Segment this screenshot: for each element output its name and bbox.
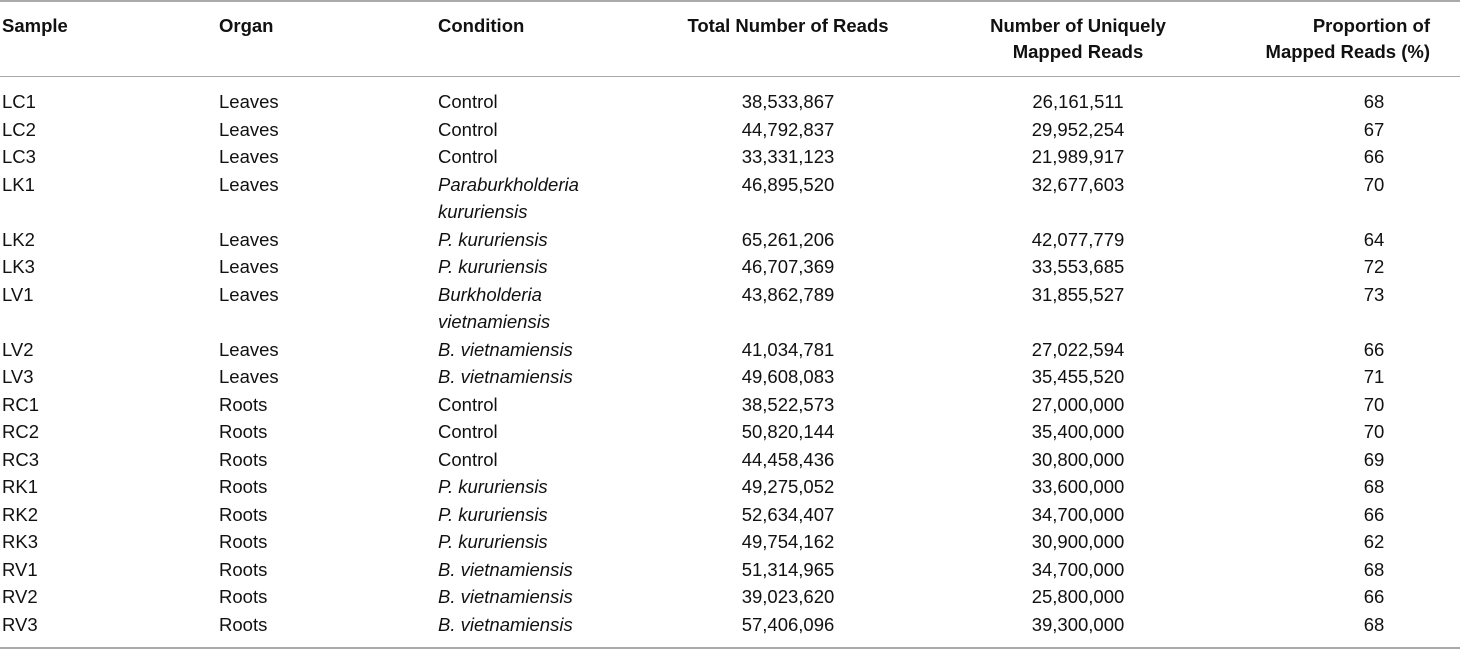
cell-condition <box>438 363 638 391</box>
table-row <box>0 473 1460 501</box>
cell-total-reads: 52,634,407 <box>741 503 835 525</box>
cell-sample: RK2 <box>2 503 38 525</box>
cell-sample: RC3 <box>2 448 40 470</box>
cell-total-reads: 38,522,573 <box>741 393 835 415</box>
cell-condition <box>438 253 638 281</box>
table-row <box>0 281 1460 336</box>
cell-total-reads: 41,034,781 <box>741 338 835 360</box>
cell-proportion: 66 <box>1363 338 1385 360</box>
cell-organ: Leaves <box>219 283 279 305</box>
cell-condition <box>438 528 638 556</box>
cell-unique-mapped: 35,400,000 <box>1031 421 1125 442</box>
cell-condition-line1: P. kururiensis <box>438 256 548 277</box>
table-row <box>0 171 1460 226</box>
cell-organ: Roots <box>219 393 268 415</box>
cell-condition-line1: B. vietnamiensis <box>438 613 573 635</box>
table-row <box>0 556 1460 584</box>
cell-unique-mapped: 32,677,603 <box>1031 173 1125 195</box>
cell-condition <box>438 501 638 529</box>
cell-condition-line2: kururiensis <box>438 201 528 222</box>
cell-sample: LV2 <box>2 338 34 360</box>
cell-sample: RK3 <box>2 531 38 552</box>
cell-proportion: 62 <box>1363 531 1385 552</box>
cell-condition <box>438 143 638 171</box>
cell-proportion: 71 <box>1363 366 1385 387</box>
cell-sample: LK1 <box>2 173 35 195</box>
cell-total-reads: 57,406,096 <box>741 613 835 635</box>
cell-condition-line1: B. vietnamiensis <box>438 366 573 387</box>
cell-proportion: 70 <box>1363 173 1385 195</box>
header-proportion-line2: Mapped Reads (%) <box>1265 41 1430 62</box>
cell-organ: Roots <box>219 476 268 497</box>
table-row <box>0 528 1460 556</box>
cell-organ: Leaves <box>219 146 279 167</box>
table-row <box>0 226 1460 254</box>
cell-sample: RC2 <box>2 421 40 442</box>
table-row <box>0 363 1460 391</box>
cell-unique-mapped: 30,800,000 <box>1031 448 1125 470</box>
cell-proportion: 73 <box>1363 283 1385 305</box>
cell-total-reads: 46,895,520 <box>741 173 835 195</box>
cell-condition-line1: Control <box>438 91 498 112</box>
cell-total-reads: 65,261,206 <box>741 228 835 250</box>
header-unique-mapped <box>938 0 1218 76</box>
cell-condition-line1: Control <box>438 421 498 442</box>
cell-organ: Roots <box>219 558 268 580</box>
cell-unique-mapped: 30,900,000 <box>1031 531 1125 552</box>
cell-proportion: 69 <box>1363 448 1385 470</box>
cell-unique-mapped: 35,455,520 <box>1031 366 1125 387</box>
cell-condition-line1: B. vietnamiensis <box>438 338 573 360</box>
cell-proportion: 68 <box>1363 91 1385 112</box>
cell-condition <box>438 226 638 254</box>
cell-condition <box>438 336 638 364</box>
cell-condition-line1: Control <box>438 393 498 415</box>
table-header <box>0 0 1460 76</box>
cell-total-reads: 49,754,162 <box>741 531 835 552</box>
cell-condition-line1: P. kururiensis <box>438 531 548 552</box>
table-row <box>0 501 1460 529</box>
cell-sample: RK1 <box>2 476 38 497</box>
cell-condition-line1: Paraburkholderia <box>438 173 579 195</box>
header-organ: Organ <box>219 15 274 36</box>
cell-proportion: 68 <box>1363 476 1385 497</box>
cell-total-reads: 49,608,083 <box>741 366 835 387</box>
cell-condition-line2: vietnamiensis <box>438 311 551 332</box>
cell-sample: RC1 <box>2 393 40 415</box>
table-row <box>0 391 1460 419</box>
cell-proportion: 66 <box>1363 503 1385 525</box>
cell-proportion: 66 <box>1363 146 1385 167</box>
cell-sample: LV3 <box>2 366 34 387</box>
cell-condition <box>438 281 638 336</box>
header-row <box>0 0 1460 76</box>
cell-total-reads: 50,820,144 <box>741 421 835 442</box>
table-body <box>0 76 1460 638</box>
cell-organ: Roots <box>219 586 268 607</box>
table-row <box>0 418 1460 446</box>
cell-total-reads: 44,792,837 <box>741 118 835 140</box>
cell-organ: Roots <box>219 448 268 470</box>
cell-condition <box>438 556 638 584</box>
cell-unique-mapped: 33,600,000 <box>1031 476 1125 497</box>
cell-proportion: 72 <box>1363 256 1385 277</box>
cell-organ: Leaves <box>219 173 279 195</box>
cell-total-reads: 33,331,123 <box>741 146 835 167</box>
cell-sample: LC2 <box>2 118 36 140</box>
cell-condition <box>438 171 638 226</box>
header-condition: Condition <box>438 15 525 36</box>
cell-condition <box>438 418 638 446</box>
cell-condition-line1: Control <box>438 448 498 470</box>
cell-unique-mapped: 39,300,000 <box>1031 613 1125 635</box>
cell-sample: RV1 <box>2 558 38 580</box>
cell-sample: LC3 <box>2 146 36 167</box>
cell-total-reads: 46,707,369 <box>741 256 835 277</box>
cell-condition-line1: B. vietnamiensis <box>438 586 573 607</box>
cell-total-reads: 39,023,620 <box>741 586 835 607</box>
cell-organ: Roots <box>219 421 268 442</box>
cell-organ: Leaves <box>219 256 279 277</box>
cell-proportion: 70 <box>1363 393 1385 415</box>
cell-organ: Leaves <box>219 366 279 387</box>
cell-proportion: 68 <box>1363 558 1385 580</box>
cell-proportion: 68 <box>1363 613 1385 635</box>
cell-organ: Leaves <box>219 91 279 112</box>
cell-condition <box>438 391 638 419</box>
cell-unique-mapped: 34,700,000 <box>1031 558 1125 580</box>
header-sample: Sample <box>2 15 68 36</box>
cell-sample: RV3 <box>2 613 38 635</box>
cell-condition <box>438 446 638 474</box>
table-row <box>0 583 1460 611</box>
cell-unique-mapped: 31,855,527 <box>1031 283 1125 305</box>
table-row <box>0 253 1460 281</box>
cell-proportion: 70 <box>1363 421 1385 442</box>
cell-condition <box>438 583 638 611</box>
cell-unique-mapped: 33,553,685 <box>1031 256 1125 277</box>
cell-proportion: 67 <box>1363 118 1385 140</box>
table-row <box>0 76 1460 116</box>
cell-unique-mapped: 25,800,000 <box>1031 586 1125 607</box>
cell-organ: Leaves <box>219 338 279 360</box>
cell-organ: Roots <box>219 503 268 525</box>
cell-unique-mapped: 27,022,594 <box>1031 338 1125 360</box>
cell-unique-mapped: 27,000,000 <box>1031 393 1125 415</box>
cell-organ: Roots <box>219 531 268 552</box>
header-proportion <box>1218 0 1460 76</box>
cell-condition <box>438 116 638 144</box>
cell-sample: LK2 <box>2 228 35 250</box>
cell-proportion: 64 <box>1363 228 1385 250</box>
header-unique-mapped-line1: Number of Uniquely <box>990 15 1166 36</box>
cell-total-reads: 43,862,789 <box>741 283 835 305</box>
cell-condition-line1: B. vietnamiensis <box>438 558 573 580</box>
cell-condition-line1: Control <box>438 146 498 167</box>
table-row <box>0 336 1460 364</box>
table-row <box>0 116 1460 144</box>
header-unique-mapped-line2: Mapped Reads <box>1012 41 1144 62</box>
cell-total-reads: 51,314,965 <box>741 558 835 580</box>
cell-total-reads: 49,275,052 <box>741 476 835 497</box>
cell-condition-line1: Burkholderia <box>438 283 542 305</box>
cell-total-reads: 44,458,436 <box>741 448 835 470</box>
cell-unique-mapped: 42,077,779 <box>1031 228 1125 250</box>
cell-organ: Leaves <box>219 228 279 250</box>
cell-condition <box>438 473 638 501</box>
cell-condition <box>438 76 638 116</box>
table-row <box>0 446 1460 474</box>
cell-unique-mapped: 34,700,000 <box>1031 503 1125 525</box>
cell-condition-line1: P. kururiensis <box>438 503 548 525</box>
header-proportion-line1: Proportion of <box>1312 15 1430 36</box>
cell-unique-mapped: 21,989,917 <box>1031 146 1125 167</box>
cell-condition-line1: Control <box>438 118 498 140</box>
cell-condition-line1: P. kururiensis <box>438 228 548 250</box>
cell-total-reads: 38,533,867 <box>741 91 835 112</box>
cell-unique-mapped: 29,952,254 <box>1031 118 1125 140</box>
table-row <box>0 143 1460 171</box>
cell-organ: Leaves <box>219 118 279 140</box>
cell-sample: LK3 <box>2 256 35 277</box>
bottom-rule <box>0 647 1460 649</box>
cell-sample: RV2 <box>2 586 38 607</box>
cell-sample: LC1 <box>2 91 36 112</box>
cell-sample: LV1 <box>2 283 34 305</box>
cell-proportion: 66 <box>1363 586 1385 607</box>
cell-condition <box>438 611 638 639</box>
cell-condition-line1: P. kururiensis <box>438 476 548 497</box>
table-row <box>0 611 1460 639</box>
cell-organ: Roots <box>219 613 268 635</box>
header-total-reads: Total Number of Reads <box>687 15 889 36</box>
cell-unique-mapped: 26,161,511 <box>1032 91 1124 112</box>
